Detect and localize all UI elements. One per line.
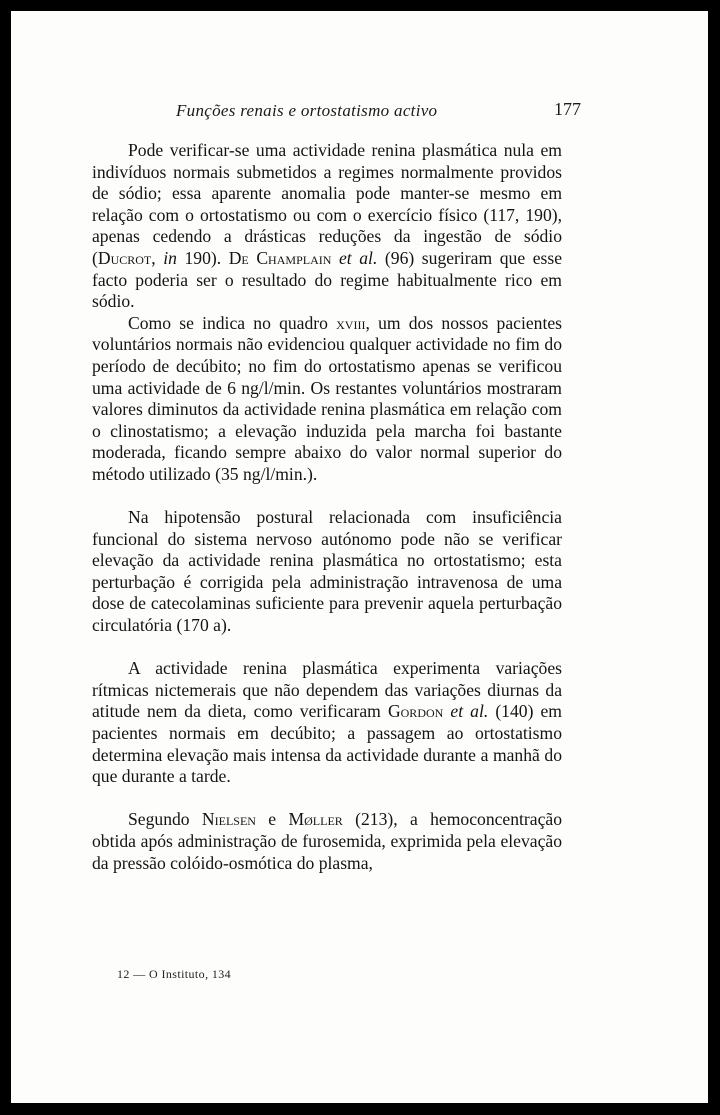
author-name: Gordon	[387, 701, 444, 722]
text-run: Pode verificar-se uma actividade renina plasmática nula em indivíduos normais submetidos a regimes normalmente providos de sódio; essa aparente anomalia pode manter-se mesmo em relação com o ortostatismo ou com o exercício físico (117, 190), apenas cedendo a drásticas reduções da ingestão de sódio (	[92, 140, 562, 268]
author-name: xviii	[336, 312, 366, 333]
text-run: Segundo	[128, 809, 202, 830]
page-number: 177	[554, 99, 581, 119]
text-run: 190).	[176, 247, 229, 268]
italic-text: in	[163, 247, 177, 268]
body-text	[92, 140, 562, 874]
book-page	[11, 11, 708, 1103]
paragraph	[92, 809, 562, 874]
text-run	[331, 248, 339, 268]
text-run: ,	[151, 247, 164, 268]
page-header	[176, 101, 581, 121]
printer-signature: 12 — O Instituto, 134	[117, 967, 232, 981]
paragraph	[92, 140, 562, 313]
italic-text: et al.	[450, 701, 489, 722]
author-name: Ducrot	[97, 247, 152, 268]
author-name: Nielsen	[201, 809, 256, 830]
running-title: Funções renais e ortostatismo activo	[176, 101, 438, 120]
text-run: , um dos nossos pacientes voluntários normais não evidenciou qualquer actividade no fim do período de decúbito; no fim do ortostatismo apenas se verificou uma actividade de 6 ng/l/min. Os restantes voluntários mostraram valores diminutos da actividade renina plasmática em relação com o clinostatismo; a elevação induzida pela marcha foi bastante moderada, ficando sempre abaixo do valor normal superior do método utilizado (35 ng/l/min.).	[92, 312, 562, 484]
text-run: (96) sugeriram que esse facto poderia ser o resultado do regime habitualmente rico em sódio.	[92, 247, 563, 312]
text-run: (213), a hemoconcentração obtida após administração de furosemida, exprimida pela elevação da pressão colóido-osmótica do plasma,	[92, 809, 562, 873]
paragraph	[92, 658, 562, 788]
text-run: A actividade renina plasmática experimenta variações rítmicas nictemerais que não dependem das variações diurnas da atitude nem da dieta, como verificaram	[92, 658, 562, 722]
text-run: Na hipotensão postural relacionada com insuficiência funcional do sistema nervoso autónomo pode não se verificar elevação da actividade renina plasmática no ortostatismo; esta perturbação é corrigida pela administração intravenosa de uma dose de catecolaminas suficiente para prevenir aquela perturbação circulatória (170 a).	[92, 507, 562, 636]
text-run: Como se indica no quadro	[128, 312, 337, 333]
italic-text: et al.	[338, 247, 378, 268]
text-run: (140) em pacientes normais em decúbito; a passagem ao ortostatismo determina elevação mais intensa da actividade durante a manhã do que durante a tarde.	[92, 701, 562, 787]
paragraph	[92, 507, 562, 637]
text-run: e	[255, 809, 289, 830]
paragraph	[92, 313, 562, 486]
author-name: Møller	[288, 809, 343, 830]
author-name: De Champlain	[228, 247, 332, 268]
